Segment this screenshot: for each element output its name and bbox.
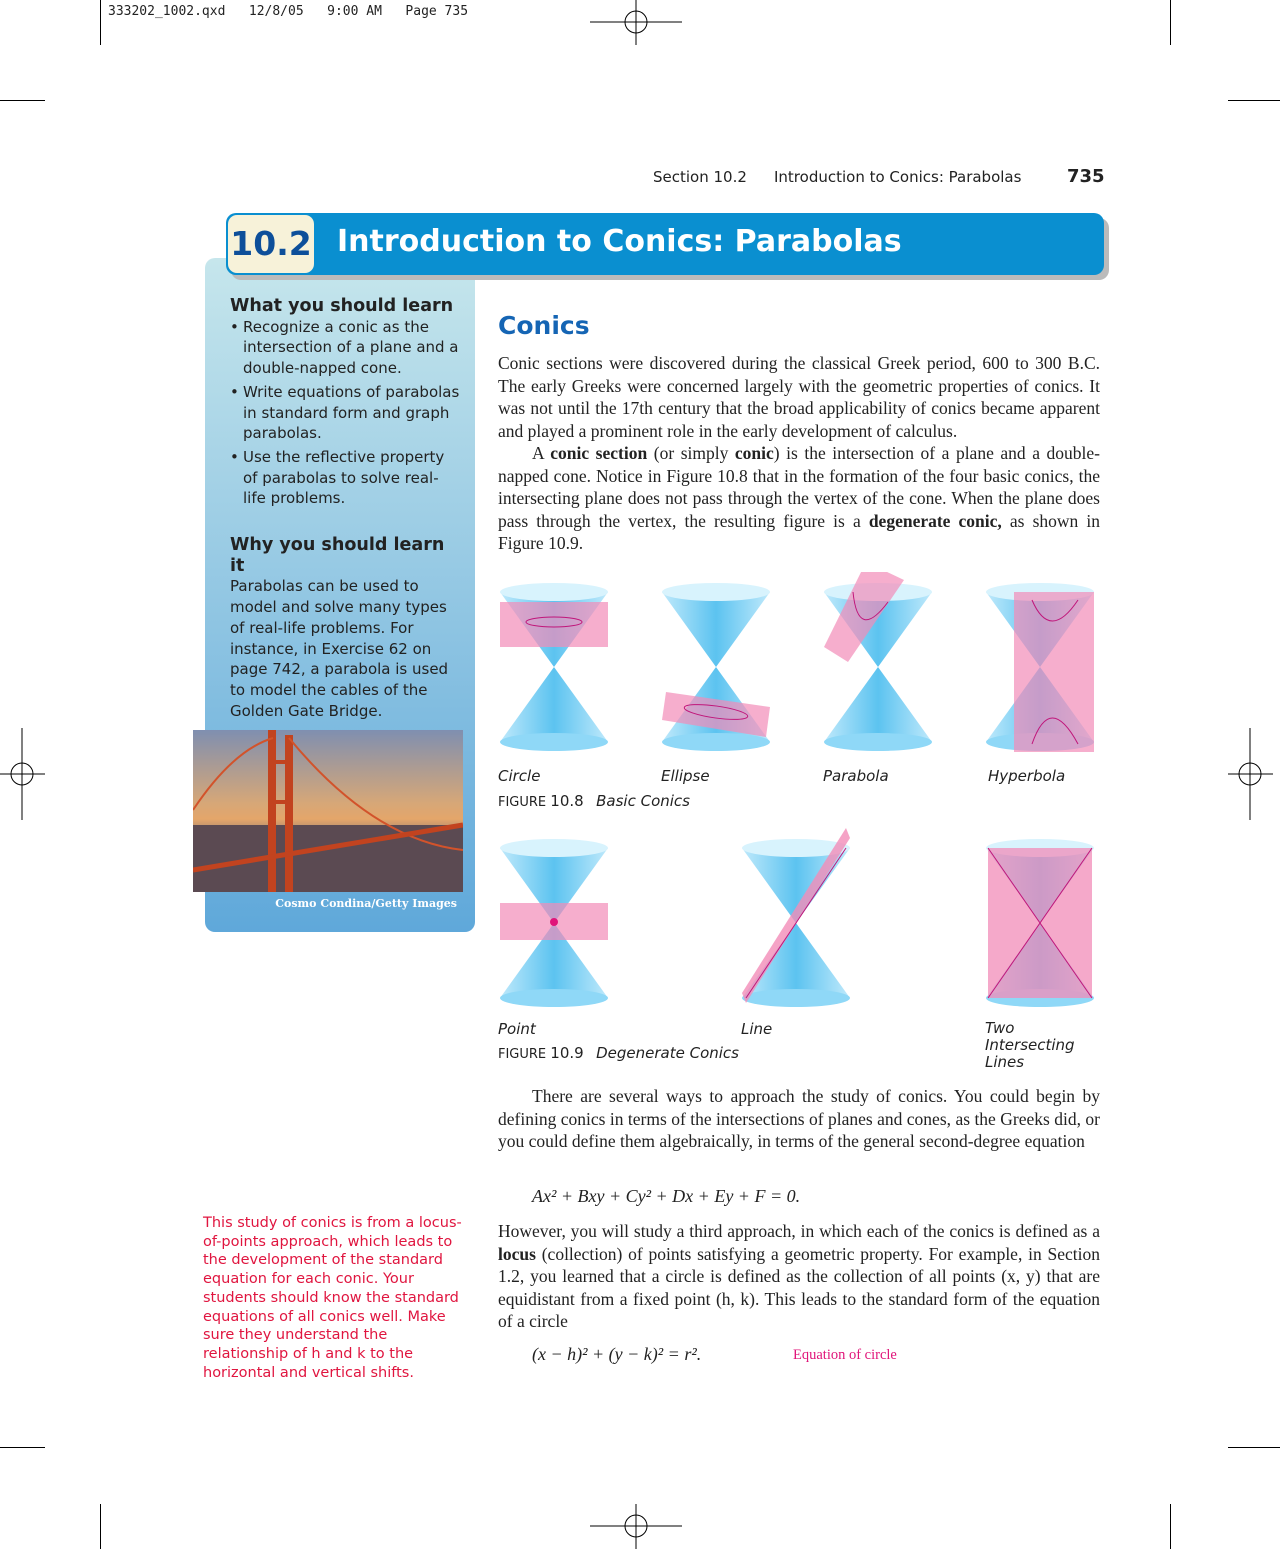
label-hyperbola: Hyperbola: [988, 767, 1066, 785]
learn-item: • Recognize a conic as the intersection of a plane and a double-napped cone.: [230, 317, 460, 379]
line-cone: [736, 828, 856, 1013]
label-two-lines: Two Intersecting Lines: [985, 1019, 1075, 1071]
label-point: Point: [498, 1020, 536, 1038]
running-head-title: Introduction to Conics: Parabolas: [774, 168, 1022, 186]
learn-item: • Write equations of parabolas in standard form and graph parabolas.: [230, 382, 460, 444]
text: A: [532, 443, 551, 463]
label-parabola: Parabola: [823, 767, 889, 785]
paragraph-4: [498, 1220, 1100, 1333]
paragraph-1: Conic sections were discovered during the classical Greek period, 600 to 300 B.C. The early Greeks were concerned largely with the geometric properties of conics. It was not until the 17th century that the broad applicability of conics became apparent and played a prominent role in the early development of calculus.: [498, 353, 1100, 441]
learn-item: • Use the reflective property of parabolas to solve real-life problems.: [230, 447, 460, 509]
text: However, you will study a third approach, in which each of the conics is defined as a: [498, 1221, 1100, 1241]
paragraph-3: There are several ways to approach the study of conics. You could begin by defining conics in terms of the intersections of planes and cones, as the Greeks did, or you could define them algebraically, in terms of the general second-degree equation: [498, 1086, 1100, 1151]
term-locus: locus: [498, 1243, 536, 1264]
section-number: 10.2: [228, 215, 314, 273]
learn-heading: What you should learn: [230, 296, 454, 316]
text: as shown in Figure 10.9.: [498, 510, 1101, 553]
print-slug: 333202_1002.qxd 12/8/05 9:00 AM Page 735: [108, 4, 469, 19]
point-cone: [494, 828, 614, 1013]
text: (collection) of points satisfying a geometric property. For example, in Section 1.2, you learned that a circle is defined as the collection of all points (x, y) that are equidistant from a fixed point (h, k). This leads to the standard form of the equation of a circle: [498, 1243, 1100, 1331]
section-title: Introduction to Conics: Parabolas: [337, 224, 902, 259]
conics-heading: Conics: [498, 311, 590, 340]
registration-mark: [590, 1504, 682, 1549]
parabola-cone: [818, 572, 938, 757]
term-conic: conic: [734, 443, 774, 463]
registration-mark: [1228, 728, 1273, 820]
crop-mark: [0, 1447, 45, 1448]
circle-equation: (x − h)² + (y − k)² = r².: [532, 1344, 702, 1364]
two-lines-cone: [980, 828, 1100, 1013]
text: ) is the intersection of a plane and a double-napped cone. Notice in Figure 10.8 that in the formation of the four basic conics, the intersecting plane does not pass through the vertex of the cone. When the plane does pass through the vertex, the resulting figure is a: [498, 443, 1100, 531]
figure-caption: [498, 1044, 739, 1062]
text: (or simply: [647, 443, 735, 463]
figure-title: Degenerate Conics: [596, 1044, 739, 1062]
label-line: Line: [741, 1020, 773, 1038]
figure-title: Basic Conics: [596, 792, 690, 810]
registration-mark: [590, 0, 682, 45]
circle-cone: [494, 572, 614, 757]
learn-box: [230, 296, 460, 512]
label-circle: Circle: [498, 767, 541, 785]
photo-credit: Cosmo Condina/Getty Images: [275, 897, 457, 910]
crop-mark: [1170, 1504, 1171, 1549]
body-text: [498, 352, 1100, 555]
why-box: [230, 535, 460, 721]
golden-gate-photo: [193, 730, 463, 892]
crop-mark: [1228, 1447, 1280, 1448]
equation-label: Equation of circle: [793, 1347, 897, 1363]
label-ellipse: Ellipse: [661, 767, 710, 785]
teacher-note: This study of conics is from a locus-of-points approach, which leads to the development of the standard equation for each conic. Your students should know the standard equations of all conics well. Make sure they understand the relationship of h and k to the horizontal and vertical shifts.: [203, 1215, 462, 1381]
why-text: Parabolas can be used to model and solve many types of real-life problems. For instance, in Exercise 62 on page 742, a parabola is used to model the cables of the Golden Gate Bridge.: [230, 577, 449, 720]
figure-prefix: FIGURE: [498, 795, 547, 810]
ellipse-cone: [656, 572, 776, 757]
crop-mark: [100, 0, 101, 45]
crop-mark: [100, 1504, 101, 1549]
paragraph-2: [498, 442, 1100, 555]
figure-number: 10.8: [550, 792, 584, 810]
running-head-section: Section 10.2: [653, 168, 747, 186]
figure-caption: [498, 792, 690, 810]
page-number: 735: [1067, 166, 1105, 187]
hyperbola-cone: [980, 572, 1100, 757]
crop-mark: [0, 100, 45, 101]
figure-prefix: FIGURE: [498, 1047, 547, 1062]
crop-mark: [1228, 100, 1280, 101]
registration-mark: [0, 728, 45, 820]
why-heading: Why you should learn it: [230, 535, 445, 576]
general-equation: Ax² + Bxy + Cy² + Dx + Ey + F = 0.: [532, 1186, 801, 1206]
figure-number: 10.9: [550, 1044, 584, 1062]
crop-mark: [1170, 0, 1171, 45]
term-conic-section: conic section: [550, 443, 648, 463]
term-degenerate-conic: degenerate conic,: [868, 510, 1002, 531]
